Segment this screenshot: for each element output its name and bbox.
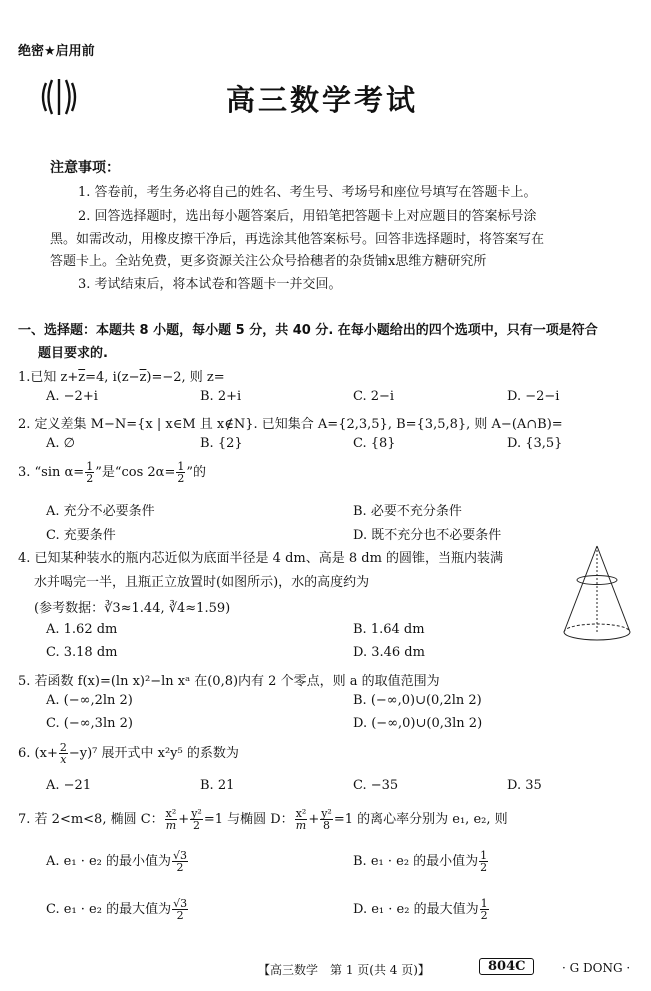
q5-option-b: B. (−∞,0)∪(0,2ln 2) [353,693,482,708]
question-4-line2: 水并喝完一半，且瓶正立放置时(如图所示)，水的高度约为 [34,575,370,590]
q4-option-d: D. 3.46 dm [353,645,425,660]
q7-option-b: B. e₁ · e₂ 的最小值为 $\frac{1}{2}$ [353,849,488,874]
q4-option-a: A. 1.62 dm [46,622,118,637]
q1-option-d: D. −2−i [507,389,560,404]
page-title: 高三数学考试 [226,83,419,117]
q7-option-a: A. e₁ · e₂ 的最小值为 $\frac{√3}{2}$ [46,849,188,874]
q6-option-d: D. 35 [507,778,542,793]
q4-option-b: B. 1.64 dm [353,622,425,637]
section-heading-line1: 一、选择题：本题共 8 小题，每小题 5 分，共 40 分. 在每小题给出的四个选项中，只有一项是符合 [18,323,598,338]
q5-option-a: A. (−∞,2ln 2) [46,693,133,708]
question-6-stem: 6. (x+ $\frac{2}{x}$ −y)⁷ 展开式中 x²y⁵ 的系数为 [18,741,239,766]
q3-option-c: C. 充要条件 [46,528,116,543]
question-1-stem: 1.已知 $z+\overline{z}=4$, $i(z-\overline{z})=-2$, 则 z= [18,370,225,385]
q3-option-a: A. 充分不必要条件 [46,504,155,519]
q7-option-c: C. e₁ · e₂ 的最大值为 $\frac{√3}{2}$ [46,897,188,922]
question-7-stem: 7. 若 2<m<8, 椭圆 C： $\frac{\text{x²}}{m}$ + $\frac{\text{y²}}{2}$ =1 与椭圆 D： $\frac{\text{x²}}{m}$ + $\frac{\text{y²}}{8}$ =1 的离心率分别为 e₁, e₂, 则 [18,807,508,832]
footer-page-info: 【高三数学 第 1 页(共 4 页)】 [258,963,430,977]
q2-option-a: A. ∅ [46,436,75,451]
notice-item-2-line2: 黑。如需改动，用橡皮擦干净后，再选涂其他答案标号。回答非选择题时，将答案写在 [50,232,545,247]
confidential-label: 绝密★启用前 [18,44,95,59]
footer-code: 804C [479,958,534,975]
q6-option-b: B. 21 [200,778,235,793]
q3-option-b: B. 必要不充分条件 [353,504,462,519]
q5-option-c: C. (−∞,3ln 2) [46,716,133,731]
q1-option-a: A. −2+i [46,389,98,404]
q5-option-d: D. (−∞,0)∪(0,3ln 2) [353,716,483,731]
q2-option-c: C. {8} [353,436,396,451]
q3-option-d: D. 既不充分也不必要条件 [353,528,502,543]
exam-logo [36,74,82,120]
notice-item-2-line3: 答题卡上。全站免费，更多资源关注公众号拾穗者的杂货铺x思维方糖研究所 [50,254,487,269]
q7-option-d: D. e₁ · e₂ 的最大值为 $\frac{1}{2}$ [353,897,488,922]
question-4-line3: (参考数据：∛3≈1.44, ∛4≈1.59) [34,601,231,616]
notice-item-3: 3. 考试结束后，将本试卷和答题卡一并交回。 [78,277,342,292]
q2-option-b: B. {2} [200,436,243,451]
q1-option-b: B. 2+i [200,389,242,404]
question-4-line1: 4. 已知某种装水的瓶内芯近似为底面半径是 4 dm、高是 8 dm 的圆锥，当瓶内装满 [18,551,504,566]
footer-region: · G DONG · [562,961,631,975]
question-2-stem: 2. 定义差集 M−N={x | x∈M 且 x∉N}. 已知集合 A={2,3,5}, B={3,5,8}, 则 A−(A∩B)= [18,417,563,432]
question-3-stem: 3. “sin α= $\frac{1}{2}$ ”是“cos 2α= $\frac{1}{2}$ ”的 [18,460,206,485]
q2-option-d: D. {3,5} [507,436,563,451]
notice-item-2-line1: 2. 回答选择题时，选出每小题答案后，用铅笔把答题卡上对应题目的答案标号涂 [78,209,537,224]
question-5-stem: 5. 若函数 f(x)=(ln x)²−ln xᵃ 在(0,8)内有 2 个零点，则 a 的取值范围为 [18,674,440,689]
notice-heading: 注意事项： [50,160,120,176]
q4-option-c: C. 3.18 dm [46,645,118,660]
cone-figure [560,540,636,644]
q6-option-c: C. −35 [353,778,399,793]
q6-option-a: A. −21 [46,778,92,793]
notice-item-1: 1. 答卷前，考生务必将自己的姓名、考生号、考场号和座位号填写在答题卡上。 [78,185,537,200]
q1-option-c: C. 2−i [353,389,395,404]
section-heading-line2: 题目要求的. [38,346,108,361]
